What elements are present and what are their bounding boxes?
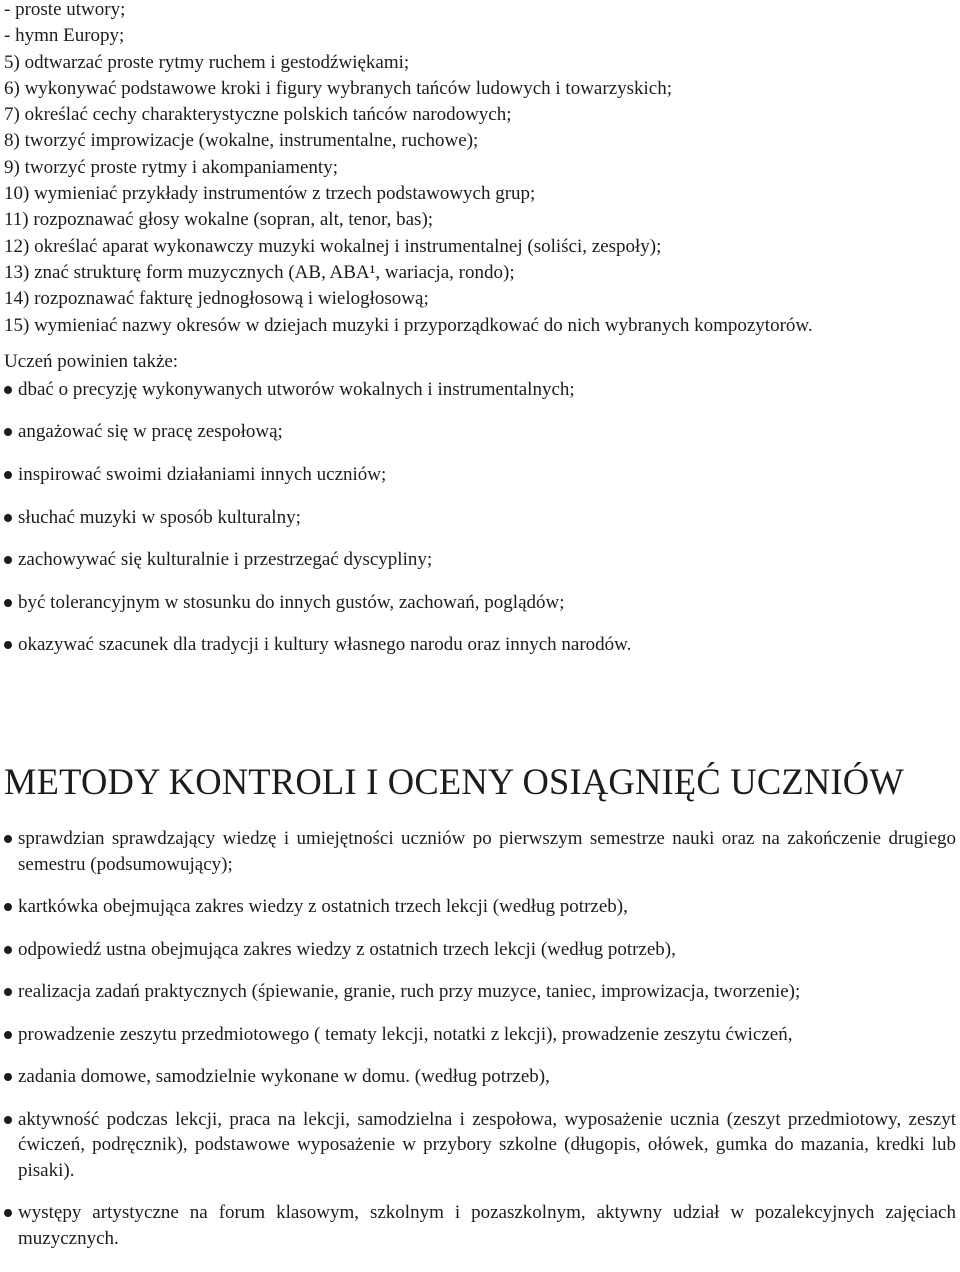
list-item [4, 937, 956, 963]
bullet-text: słuchać muzyki w sposób kulturalny; [18, 506, 301, 528]
bullet-icon [4, 386, 12, 394]
list-item [4, 632, 956, 657]
list-item: - proste utwory; [4, 0, 126, 20]
list-item: 12) określać aparat wykonawczy muzyki wokalnej i instrumentalnej (soliści, zespoły); [4, 235, 662, 257]
bullet-text: zadania domowe, samodzielnie wykonane w domu. (według potrzeb), [18, 1066, 550, 1087]
student-bullet-list [4, 377, 956, 658]
list-item: 11) rozpoznawać głosy wokalne (sopran, alt, tenor, bas); [4, 209, 434, 231]
methods-bullet-list [4, 826, 956, 1251]
list-item [4, 505, 956, 530]
bullet-icon [4, 988, 12, 996]
bullet-icon [4, 471, 12, 479]
skills-list [4, 0, 956, 675]
list-item [4, 1064, 956, 1090]
list-item: 10) wymieniać przykłady instrumentów z trzech podstawowych grup; [4, 183, 536, 205]
list-item [4, 979, 956, 1005]
bullet-icon [4, 1209, 12, 1217]
bullet-text: realizacja zadań praktycznych (śpiewanie, granie, ruch przy muzyce, taniec, improwizacja, tworzenie); [18, 981, 801, 1002]
bullet-text: występy artystyczne na forum klasowym, szkolnym i pozaszkolnym, aktywny udział w pozalekcyjnych zajęciach muzycznych. [18, 1202, 956, 1249]
bullet-text: odpowiedź ustna obejmująca zakres wiedzy z ostatnich trzech lekcji (według potrzeb), [18, 938, 676, 960]
bullet-icon [4, 428, 12, 436]
intro-text: Uczeń powinien także: [4, 350, 179, 372]
bullet-icon [4, 556, 12, 564]
list-item [4, 894, 956, 920]
list-item [4, 377, 956, 402]
bullet-text: aktywność podczas lekcji, praca na lekcji, samodzielna i zespołowa, wyposażenie ucznia (zeszyt przedmiotowy, zeszyt ćwiczeń, podręcznik), podstawowe wyposażenie w przybory szkolne (długopis, ołówek, gumka do mazania, kredki lub pisaki). [18, 1108, 956, 1181]
list-item: - hymn Europy; [4, 25, 125, 47]
list-item: 6) wykonywać podstawowe kroki i figury wybranych tańców ludowych i towarzyskich; [4, 77, 673, 99]
bullet-text: sprawdzian sprawdzający wiedzę i umiejętności uczniów po pierwszym semestrze nauki oraz na zakończenie drugiego semestru (podsumowujący); [18, 828, 956, 875]
list-item: 15) wymieniać nazwy okresów w dziejach muzyki i przyporządkować do nich wybranych kompozytorów. [4, 314, 813, 336]
bullet-text: inspirować swoimi działaniami innych uczniów; [18, 464, 387, 486]
list-item: 7) określać cechy charakterystyczne polskich tańców narodowych; [4, 104, 512, 126]
bullet-icon [4, 599, 12, 607]
list-item [4, 462, 956, 487]
bullet-text: angażować się w pracę zespołową; [18, 421, 283, 443]
list-item [4, 419, 956, 444]
bullet-text: dbać o precyzję wykonywanych utworów wokalnych i instrumentalnych; [18, 378, 575, 400]
list-item: 13) znać strukturę form muzycznych (AB, ABA¹, wariacja, rondo); [4, 261, 515, 283]
list-item [4, 1200, 956, 1251]
list-item: 5) odtwarzać proste rytmy ruchem i gestodźwiękami; [4, 51, 410, 73]
bullet-icon [4, 903, 12, 911]
bullet-icon [4, 1031, 12, 1039]
list-item [4, 1107, 956, 1184]
bullet-icon [4, 1116, 12, 1124]
bullet-text: być tolerancyjnym w stosunku do innych gustów, zachowań, poglądów; [18, 591, 565, 613]
bullet-icon [4, 835, 12, 843]
list-item: 9) tworzyć proste rytmy i akompaniamenty; [4, 156, 338, 178]
list-item [4, 1022, 956, 1048]
bullet-icon [4, 1073, 12, 1081]
list-item: 8) tworzyć improwizacje (wokalne, instrumentalne, ruchowe); [4, 130, 479, 152]
bullet-icon [4, 641, 12, 649]
bullet-icon [4, 946, 12, 954]
bullet-text: zachowywać się kulturalnie i przestrzegać dyscypliny; [18, 549, 433, 571]
list-item: 14) rozpoznawać fakturę jednogłosową i wielogłosową; [4, 288, 429, 310]
bullet-icon [4, 514, 12, 522]
section-heading: METODY KONTROLI I OCENY OSIĄGNIĘĆ UCZNIÓW [4, 761, 904, 802]
bullet-text: okazywać szacunek dla tradycji i kultury własnego narodu oraz innych narodów. [18, 634, 632, 656]
list-item [4, 826, 956, 877]
list-item [4, 547, 956, 572]
bullet-text: prowadzenie zeszytu przedmiotowego ( tematy lekcji, notatki z lekcji), prowadzenie zeszytu ćwiczeń, [18, 1023, 793, 1045]
bullet-text: kartkówka obejmująca zakres wiedzy z ostatnich trzech lekcji (według potrzeb), [18, 896, 628, 917]
list-item [4, 590, 956, 615]
